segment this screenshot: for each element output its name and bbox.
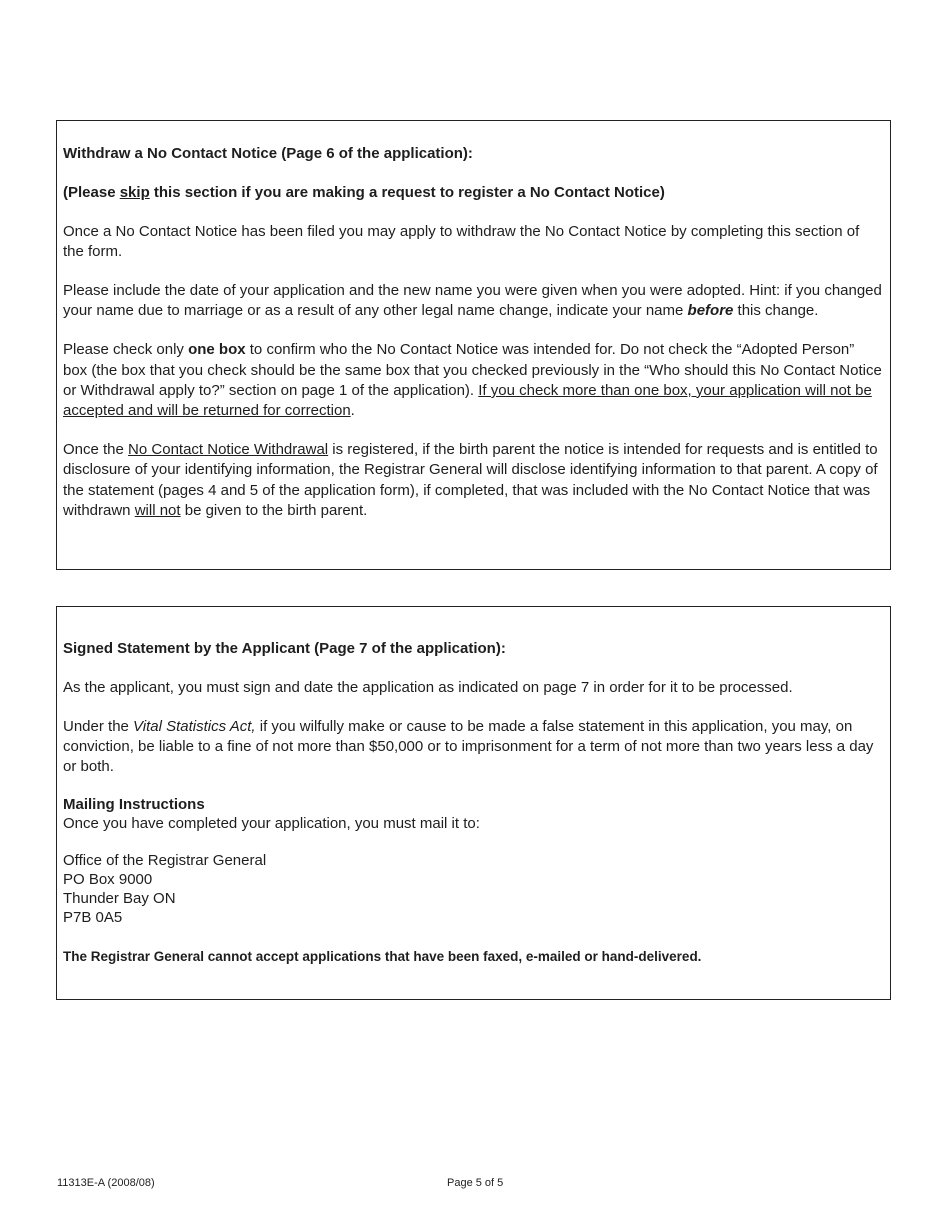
mailing-address	[63, 851, 882, 927]
page-number: Page 5 of 5	[447, 1177, 504, 1189]
mailing-heading: Mailing Instructions	[63, 796, 205, 814]
submission-notice: The Registrar General cannot accept applications that have been faxed, e-mailed or hand-delivered.	[63, 949, 702, 965]
signed-para-1: As the applicant, you must sign and date the application as indicated on page 7 in order for it to be processed.	[63, 678, 793, 696]
will-not-emphasis: will not	[134, 501, 181, 519]
address-line: Office of the Registrar General	[63, 852, 267, 870]
rejection-warning: If you check more than one box, your application will not be accepted and will be returned for correction	[63, 381, 872, 420]
act-name: Vital Statistics Act,	[133, 717, 256, 735]
withdraw-para-3: Please check only one box to confirm who the No Contact Notice was intended for. Do not check the “Adopted Person” box (the box that you check should be the same box that you checked previously in the “Who should this No Contact Notice or Withdrawal apply to?” section on page 1 of the application). If you check more than one box, your application will not be accepted and will be returned for correction.	[63, 341, 882, 420]
form-code: 11313E-A (2008/08)	[57, 1177, 155, 1189]
address-line: Thunder Bay ON	[63, 890, 176, 908]
withdrawal-term: No Contact Notice Withdrawal	[128, 440, 329, 458]
skip-note: (Please skip this section if you are making a request to register a No Contact Notice)	[63, 184, 665, 202]
address-line: P7B 0A5	[63, 909, 123, 927]
one-box-emphasis: one box	[188, 341, 246, 359]
mailing-intro: Once you have completed your application, you must mail it to:	[63, 815, 480, 833]
signed-heading: Signed Statement by the Applicant (Page 7 of the application):	[63, 640, 506, 657]
skip-word: skip	[119, 184, 150, 202]
withdraw-para-2: Please include the date of your application and the new name you were given when you were adopted. Hint: if you changed your name due to marriage or as a result of any other legal name change, indicate your name before this change.	[63, 282, 882, 320]
signed-para-2: Under the Vital Statistics Act, if you wilfully make or cause to be made a false statement in this application, you may, on conviction, be liable to a fine of not more than $50,000 or to imprisonment for a term of not more than two years less a day or both.	[63, 717, 874, 776]
withdraw-para-4: Once the No Contact Notice Withdrawal is registered, if the birth parent the notice is intended for requests and is entitled to disclosure of your identifying information, the Registrar General will disclose identifying information to that parent. A copy of the statement (pages 4 and 5 of the application form), if completed, that was included with the No Contact Notice that was withdrawn will not be given to the birth parent.	[63, 440, 878, 519]
before-emphasis: before	[687, 302, 734, 320]
address-line: PO Box 9000	[63, 871, 153, 889]
withdraw-heading: Withdraw a No Contact Notice (Page 6 of the application):	[63, 145, 473, 162]
signed-statement-section	[56, 606, 891, 1000]
withdraw-section	[56, 120, 891, 570]
withdraw-para-1: Once a No Contact Notice has been filed you may apply to withdraw the No Contact Notice by completing this section of the form.	[63, 223, 860, 261]
